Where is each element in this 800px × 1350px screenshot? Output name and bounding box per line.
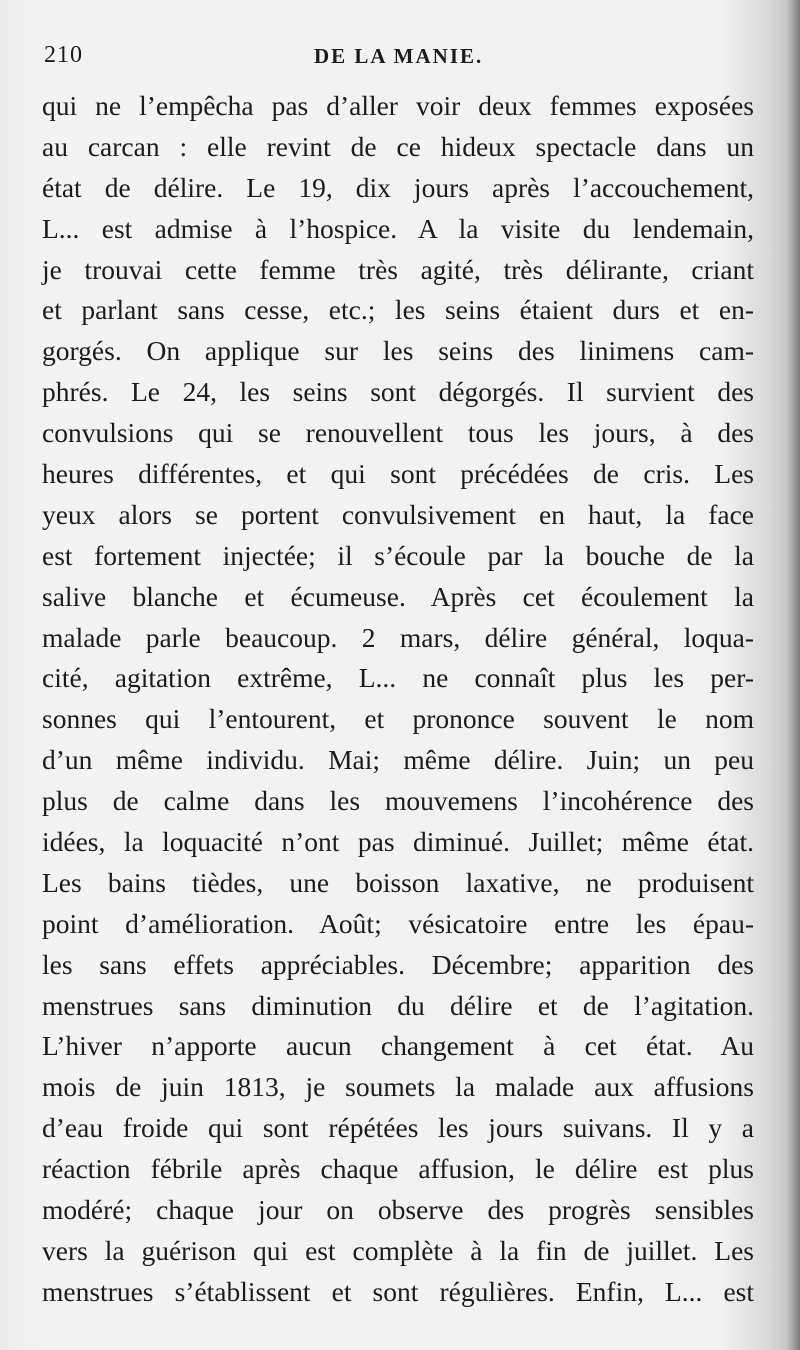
- text-line: d’un même individu. Mai; même délire. Juin; un peu: [42, 744, 754, 776]
- text-line: idées, la loquacité n’ont pas diminué. Juillet; même état.: [42, 826, 754, 858]
- text-line: Les bains tièdes, une boisson laxative, ne produisent: [42, 866, 754, 898]
- text-line: au carcan : elle revint de ce hideux spectacle dans un: [42, 130, 754, 162]
- text-line: salive blanche et écumeuse. Après cet écoulement la: [42, 580, 754, 612]
- text-line: les sans effets appréciables. Décembre; apparition des: [42, 948, 754, 980]
- text-line: plus de calme dans les mouvemens l’incohérence des: [42, 785, 754, 817]
- page-edge-shadow: [786, 0, 800, 1350]
- text-line: malade parle beaucoup. 2 mars, délire général, loqua-: [42, 621, 754, 653]
- page-header: [44, 42, 754, 82]
- text-line: je trouvai cette femme très agité, très délirante, criant: [42, 253, 754, 285]
- text-line: qui ne l’empêcha pas d’aller voir deux femmes exposées: [42, 90, 754, 121]
- text-line: yeux alors se portent convulsivement en haut, la face: [42, 498, 754, 530]
- text-line: menstrues sans diminution du délire et de l’agitation.: [42, 989, 754, 1021]
- text-line: vers la guérison qui est complète à la fin de juillet. Les: [42, 1234, 754, 1266]
- text-line: point d’amélioration. Août; vésicatoire entre les épau-: [42, 907, 754, 939]
- text-line: réaction fébrile après chaque affusion, le délire est plus: [42, 1153, 754, 1185]
- text-line: mois de juin 1813, je soumets la malade aux affusions: [42, 1071, 754, 1103]
- text-line: convulsions qui se renouvellent tous les jours, à des: [42, 417, 754, 449]
- text-line: heures différentes, et qui sont précédées de cris. Les: [42, 458, 754, 490]
- page-number: 210: [44, 42, 83, 68]
- text-line: gorgés. On applique sur les seins des linimens cam-: [42, 335, 754, 367]
- text-line: L... est admise à l’hospice. A la visite du lendemain,: [42, 212, 754, 244]
- text-line: menstrues s’établissent et sont régulières. Enfin, L... est: [42, 1275, 754, 1307]
- body-text: [42, 86, 754, 1313]
- text-line: d’eau froide qui sont répétées les jours suivans. Il y a: [42, 1112, 754, 1144]
- text-line: état de délire. Le 19, dix jours après l’accouchement,: [42, 171, 754, 203]
- text-line: modéré; chaque jour on observe des progrès sensibles: [42, 1194, 754, 1226]
- text-line: cité, agitation extrême, L... ne connaît plus les per-: [42, 662, 754, 694]
- text-line: et parlant sans cesse, etc.; les seins étaient durs et en-: [42, 294, 754, 326]
- text-line: est fortement injectée; il s’écoule par la bouche de la: [42, 539, 754, 571]
- text-line: phrés. Le 24, les seins sont dégorgés. Il survient des: [42, 376, 754, 408]
- text-line: sonnes qui l’entourent, et prononce souvent le nom: [42, 703, 754, 735]
- running-head: DE LA MANIE.: [314, 44, 484, 68]
- text-line: L’hiver n’apporte aucun changement à cet état. Au: [42, 1030, 754, 1062]
